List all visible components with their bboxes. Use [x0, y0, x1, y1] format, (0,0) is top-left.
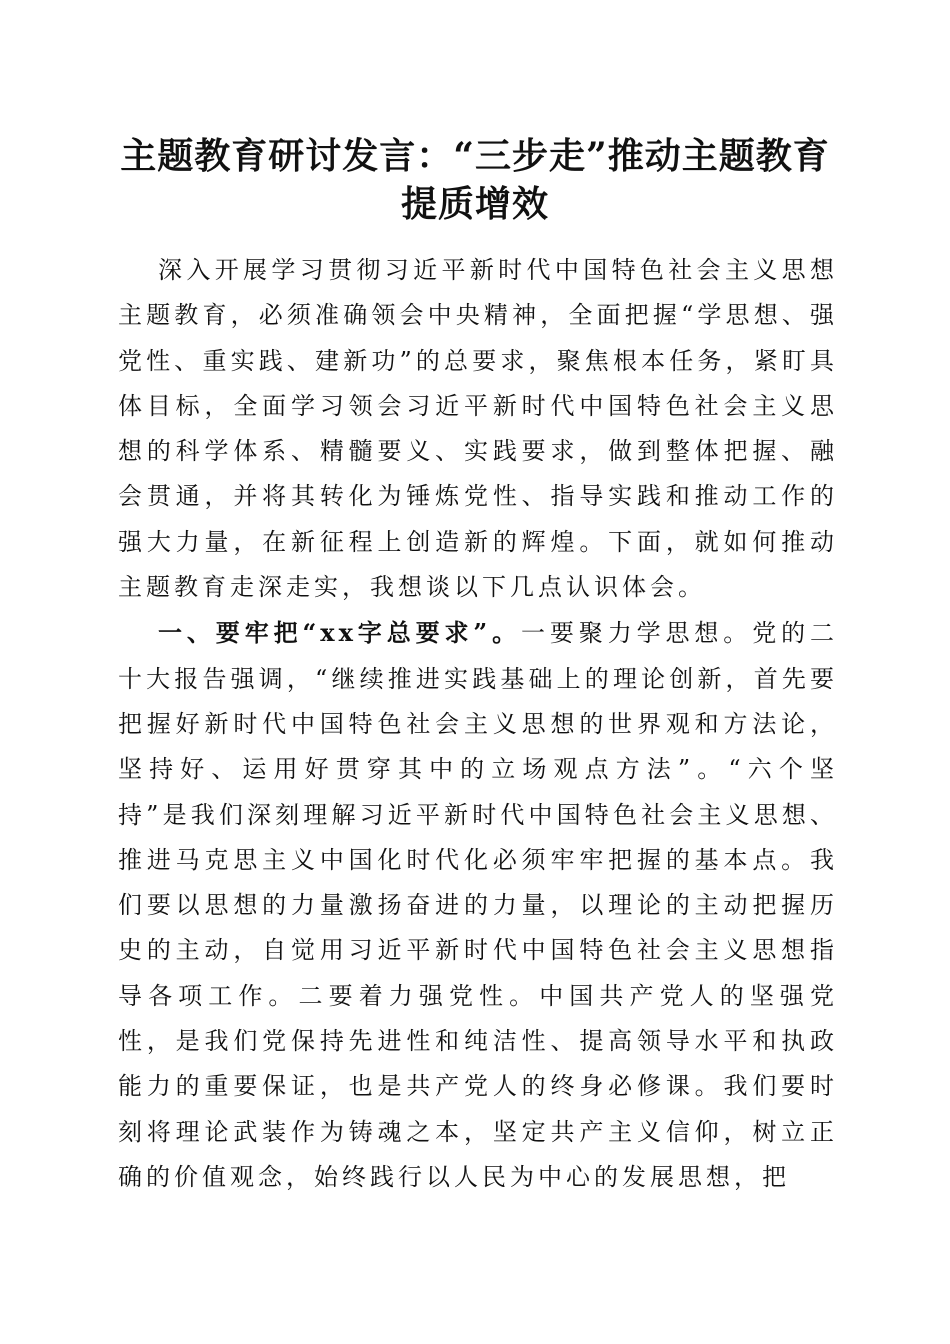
title-line-2: 提质增效	[400, 183, 549, 225]
document-title	[100, 132, 850, 228]
section-1-paragraph	[118, 610, 838, 1200]
title-line-1: 主题教育研讨发言：“三步走”推动主题教育	[120, 135, 830, 177]
section-1-heading: 一、要牢把“xx字总要求”。	[158, 618, 522, 648]
section-1-text: 一要聚力学思想。党的二十大报告强调，“继续推进实践基础上的理论创新，首先要把握好新时代中国特色社会主义思想的世界观和方法论，坚持好、运用好贯穿其中的立场观点方法”。“六个坚持”是我们深刻理解习近平新时代中国特色社会主义思想、推进马克思主义中国化时代化必须牢牢把握的基本点。我们要以思想的力量激扬奋进的力量，以理论的主动把握历史的主动，自觉用习近平新时代中国特色社会主义思想指导各项工作。二要着力强党性。中国共产党人的坚强党性，是我们党保持先进性和纯洁性、提高领导水平和执政能力的重要保证，也是共产党人的终身必修课。我们要时刻将理论武装作为铸魂之本，坚定共产主义信仰，树立正确的价值观念，始终践行以人民为中心的发展思想，把	[118, 619, 838, 1191]
document-body	[118, 248, 838, 1200]
intro-paragraph: 深入开展学习贯彻习近平新时代中国特色社会主义思想主题教育，必须准确领会中央精神，全面把握“学思想、强党性、重实践、建新功”的总要求，聚焦根本任务，紧盯具体目标，全面学习领会习近平新时代中国特色社会主义思想的科学体系、精髓要义、实践要求，做到整体把握、融会贯通，并将其转化为锤炼党性、指导实践和推动工作的强大力量，在新征程上创造新的辉煌。下面，就如何推动主题教育走深走实，我想谈以下几点认识体会。	[118, 256, 838, 602]
